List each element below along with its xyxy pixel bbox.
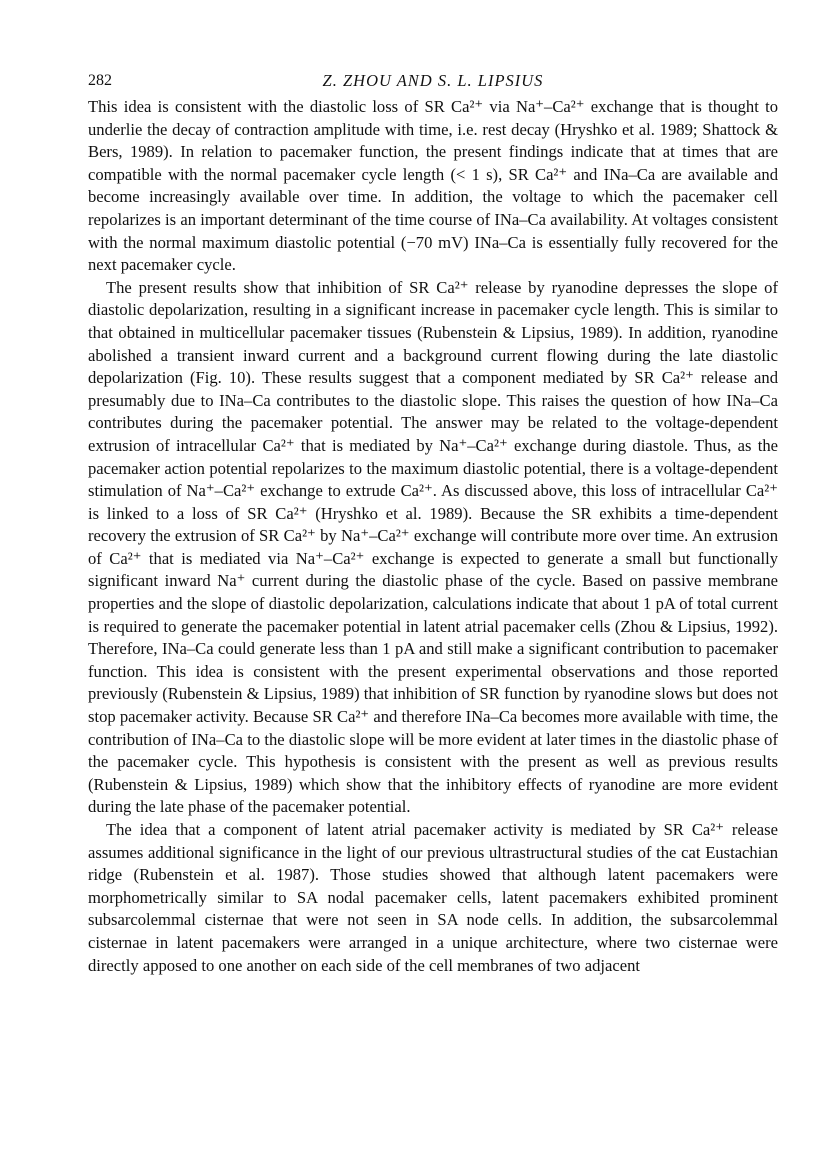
running-title: Z. ZHOU AND S. L. LIPSIUS [322,71,544,90]
running-header [88,70,778,96]
paragraph-3: The idea that a component of latent atrial pacemaker activity is mediated by SR Ca²⁺ release assumes additional significance in the light of our previous ultrastructural studies of the cat Eustachian ridge (Rubenstein et al. 1987). Those studies showed that although latent pacemakers were morphometrically similar to SA nodal pacemaker cells, latent pacemakers exhibited prominent subsarcolemmal cisternae that were not seen in SA node cells. In addition, the subsarcolemmal cisternae in latent pacemakers were arranged in a unique architecture, where two cisternae were directly apposed to one another on each side of the cell membranes of two adjacent [88,820,778,975]
journal-page [88,70,778,977]
paragraph-1: This idea is consistent with the diastolic loss of SR Ca²⁺ via Na⁺–Ca²⁺ exchange that is thought to underlie the decay of contraction amplitude with time, i.e. rest decay (Hryshko et al. 1989; Shattock & Bers, 1989). In relation to pacemaker function, the present findings indicate that at times that are compatible with the normal pacemaker cycle length (< 1 s), SR Ca²⁺ and INa–Ca are available and become increasingly available over time. In addition, the voltage to which the pacemaker cell repolarizes is an important determinant of the time course of INa–Ca availability. At voltages consistent with the normal maximum diastolic potential (−70 mV) INa–Ca is essentially fully recovered for the next pacemaker cycle. [88,97,778,275]
page-number: 282 [88,72,112,89]
paragraph-2: The present results show that inhibition of SR Ca²⁺ release by ryanodine depresses the slope of diastolic depolarization, resulting in a significant increase in pacemaker cycle length. This is similar to that obtained in multicellular pacemaker tissues (Rubenstein & Lipsius, 1989). In addition, ryanodine abolished a transient inward current and a background current flowing during the late diastolic depolarization (Fig. 10). These results suggest that a component mediated by SR Ca²⁺ release and presumably due to INa–Ca contributes to the diastolic slope. This raises the question of how INa–Ca contributes during the pacemaker potential. The answer may be related to the voltage-dependent extrusion of intracellular Ca²⁺ that is mediated by Na⁺–Ca²⁺ exchange during diastole. Thus, as the pacemaker action potential repolarizes to the maximum diastolic potential, there is a voltage-dependent stimulation of Na⁺–Ca²⁺ exchange to extrude Ca²⁺. As discussed above, this loss of intracellular Ca²⁺ is linked to a loss of SR Ca²⁺ (Hryshko et al. 1989). Because the SR exhibits a time-dependent recovery the extrusion of SR Ca²⁺ by Na⁺–Ca²⁺ exchange will contribute more over time. An extrusion of Ca²⁺ that is mediated via Na⁺–Ca²⁺ exchange is expected to generate a small but functionally significant inward Na⁺ current during the diastolic phase of the cycle. Based on passive membrane properties and the slope of diastolic depolarization, calculations indicate that about 1 pA of total current is required to generate the pacemaker potential in latent atrial pacemaker cells (Zhou & Lipsius, 1992). Therefore, INa–Ca could generate less than 1 pA and still make a significant contribution to pacemaker function. This idea is consistent with the present experimental observations and those reported previously (Rubenstein & Lipsius, 1989) that inhibition of SR function by ryanodine slows but does not stop pacemaker activity. Because SR Ca²⁺ and therefore INa–Ca becomes more available with time, the contribution of INa–Ca to the diastolic slope will be more evident at later times in the diastolic phase of the pacemaker cycle. This hypothesis is consistent with the present as well as previous results (Rubenstein & Lipsius, 1989) which show that the inhibitory effects of ryanodine are more evident during the late phase of the pacemaker potential. [88,277,778,817]
